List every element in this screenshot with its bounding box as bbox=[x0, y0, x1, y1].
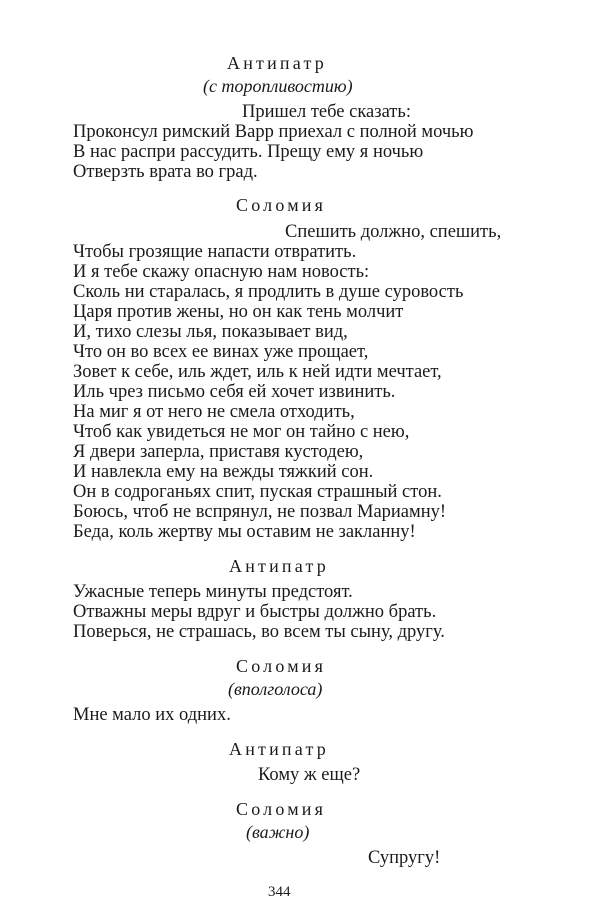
verse-line: Чтобы грозящие напасти отвратить. bbox=[73, 242, 357, 262]
verse-line: И я тебе скажу опасную нам новость: bbox=[73, 262, 370, 282]
verse-line: Я двери заперла, приставя кустодею, bbox=[73, 442, 364, 462]
verse-line: Чтоб как увидеться не мог он тайно с нею, bbox=[73, 422, 410, 442]
verse-line: В нас распри рассудить. Прещу ему я ночью bbox=[73, 142, 424, 162]
verse-line: Беда, коль жертву мы оставим не закланну! bbox=[73, 522, 416, 542]
verse-line: Кому ж еще? bbox=[258, 765, 361, 785]
verse-line: Супругу! bbox=[368, 848, 441, 868]
page-number: 344 bbox=[268, 884, 291, 900]
verse-line: Мне мало их одних. bbox=[73, 705, 231, 725]
speaker-name: Соломия bbox=[236, 799, 327, 819]
speaker-name: Антипатр bbox=[229, 739, 329, 759]
verse-line: Отверзть врата во град. bbox=[73, 162, 258, 182]
verse-line: Царя против жены, но он как тень молчит bbox=[73, 302, 404, 322]
speaker-name: Соломия bbox=[236, 195, 327, 215]
stage-direction: (с торопливостию) bbox=[203, 76, 353, 96]
speaker-name: Соломия bbox=[236, 656, 327, 676]
stage-direction: (вполголоса) bbox=[228, 679, 323, 699]
verse-line: И, тихо слезы лья, показывает вид, bbox=[73, 322, 348, 342]
verse-line: Отважны меры вдруг и быстры должно брать. bbox=[73, 602, 437, 622]
speaker-name: Антипатр bbox=[229, 556, 329, 576]
verse-line: Иль чрез письмо себя ей хочет извинить. bbox=[73, 382, 396, 402]
verse-line: Поверься, не страшась, во всем ты сыну, другу. bbox=[73, 622, 445, 642]
verse-line: Он в содроганьях спит, пуская страшный стон. bbox=[73, 482, 442, 502]
verse-line: Спешить должно, спешить, bbox=[285, 222, 502, 242]
verse-line: Ужасные теперь минуты предстоят. bbox=[73, 582, 353, 602]
verse-line: На миг я от него не смела отходить, bbox=[73, 402, 355, 422]
verse-line: И навлекла ему на вежды тяжкий сон. bbox=[73, 462, 374, 482]
verse-line: Проконсул римский Варр приехал с полной мочью bbox=[73, 122, 474, 142]
verse-line: Пришел тебе сказать: bbox=[242, 102, 411, 122]
stage-direction: (важно) bbox=[246, 822, 310, 842]
verse-line: Зовет к себе, иль ждет, иль к ней идти мечтает, bbox=[73, 362, 442, 382]
speaker-name: Антипатр bbox=[227, 53, 327, 73]
verse-line: Боюсь, чтоб не вспрянул, не позвал Мариамну! bbox=[73, 502, 447, 522]
verse-line: Что он во всех ее винах уже прощает, bbox=[73, 342, 369, 362]
verse-line: Сколь ни старалась, я продлить в душе суровость bbox=[73, 282, 464, 302]
